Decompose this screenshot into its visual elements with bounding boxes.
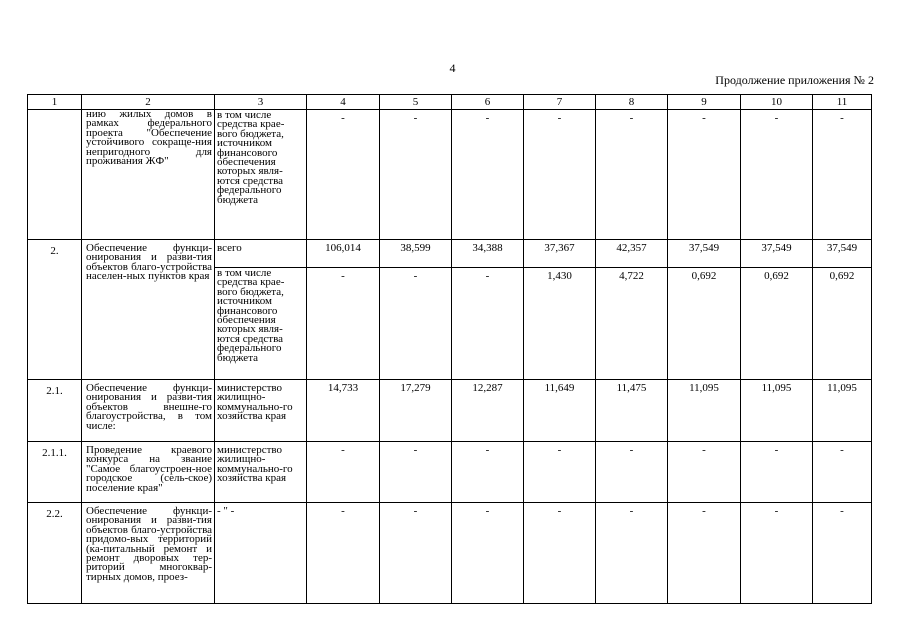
row-value: 11,095 bbox=[741, 380, 813, 442]
row-value: 14,733 bbox=[307, 380, 380, 442]
row-value: 0,692 bbox=[668, 268, 741, 380]
table-row bbox=[28, 503, 872, 604]
row-value: 37,549 bbox=[813, 240, 872, 268]
row-value: - bbox=[380, 110, 452, 240]
row-value: 37,367 bbox=[524, 240, 596, 268]
header-cell: 4 bbox=[307, 95, 380, 110]
table-row bbox=[28, 240, 872, 268]
row-value: - bbox=[524, 110, 596, 240]
row-name: Обеспечение функци-онирования и разви-тия объектов благо-устройства населен-ных пунктов края bbox=[82, 240, 215, 380]
header-cell: 1 bbox=[28, 95, 82, 110]
row-value: - bbox=[452, 503, 524, 604]
row-name: Проведение краевого конкурса на звание "Самое благоустроен-ное городское (сель-ское) поселение края" bbox=[82, 442, 215, 503]
row-value: - bbox=[380, 442, 452, 503]
header-cell: 6 bbox=[452, 95, 524, 110]
row-value: 0,692 bbox=[813, 268, 872, 380]
row-value: - bbox=[741, 503, 813, 604]
header-cell: 5 bbox=[380, 95, 452, 110]
row-value: - bbox=[668, 442, 741, 503]
row-value: - bbox=[596, 110, 668, 240]
row-value: 11,095 bbox=[813, 380, 872, 442]
row-value: - bbox=[596, 442, 668, 503]
table-row bbox=[28, 380, 872, 442]
row-source: министерство жилищно-коммунально-го хозяйства края bbox=[215, 380, 307, 442]
row-value: 38,599 bbox=[380, 240, 452, 268]
row-value: - bbox=[307, 442, 380, 503]
row-value: 11,475 bbox=[596, 380, 668, 442]
row-value: - bbox=[452, 442, 524, 503]
row-number: 2.1. bbox=[28, 380, 82, 442]
row-value: - bbox=[307, 268, 380, 380]
row-value: 37,549 bbox=[668, 240, 741, 268]
row-value: - bbox=[668, 110, 741, 240]
row-value: - bbox=[813, 503, 872, 604]
row-value: - bbox=[307, 110, 380, 240]
row-value: - bbox=[813, 110, 872, 240]
row-number: 2.2. bbox=[28, 503, 82, 604]
header-cell: 8 bbox=[596, 95, 668, 110]
row-value: - bbox=[813, 442, 872, 503]
continuation-label: Продолжение приложения № 2 bbox=[715, 73, 874, 87]
row-name: Обеспечение функци-онирования и разви-тия объектов внешне-го благоустройства, в том числе: bbox=[82, 380, 215, 442]
row-name: нию жилых домов в рамках федерального проекта "Обеспечение устойчивого сокраще-ния непригодного для проживания ЖФ" bbox=[82, 110, 215, 240]
row-value: 4,722 bbox=[596, 268, 668, 380]
row-value: - bbox=[452, 110, 524, 240]
row-source: всего bbox=[215, 240, 307, 268]
row-value: - bbox=[668, 503, 741, 604]
page-number: 4 bbox=[449, 61, 456, 75]
row-value: - bbox=[524, 503, 596, 604]
row-value: 17,279 bbox=[380, 380, 452, 442]
header-cell: 3 bbox=[215, 95, 307, 110]
header-cell: 11 bbox=[813, 95, 872, 110]
row-value: - bbox=[380, 268, 452, 380]
row-value: 0,692 bbox=[741, 268, 813, 380]
row-value: 1,430 bbox=[524, 268, 596, 380]
row-value: - bbox=[741, 442, 813, 503]
row-value: 34,388 bbox=[452, 240, 524, 268]
row-source: в том числе средства крае-вого бюджета, источником финансового обеспечения которых явля-ются средства федерального бюджета bbox=[215, 110, 307, 240]
row-value: 12,287 bbox=[452, 380, 524, 442]
row-value: - bbox=[524, 442, 596, 503]
header-cell: 10 bbox=[741, 95, 813, 110]
row-number: 2. bbox=[28, 240, 82, 380]
header-cell: 2 bbox=[82, 95, 215, 110]
row-value: 37,549 bbox=[741, 240, 813, 268]
row-value: 42,357 bbox=[596, 240, 668, 268]
row-value: - bbox=[452, 268, 524, 380]
row-number bbox=[28, 110, 82, 240]
table-row bbox=[28, 110, 872, 240]
row-value: 11,649 bbox=[524, 380, 596, 442]
row-value: 106,014 bbox=[307, 240, 380, 268]
row-name: Обеспечение функци-онирования и разви-тия объектов благо-устройства придомо-вых территорий (ка-питальный ремонт и ремонт дворовых тер-риторий многоквар-тирных домов, проез- bbox=[82, 503, 215, 604]
header-cell: 7 bbox=[524, 95, 596, 110]
table-row bbox=[28, 442, 872, 503]
header-cell: 9 bbox=[668, 95, 741, 110]
row-value: - bbox=[741, 110, 813, 240]
row-value: - bbox=[380, 503, 452, 604]
row-source: министерство жилищно-коммунально-го хозяйства края bbox=[215, 442, 307, 503]
row-value: 11,095 bbox=[668, 380, 741, 442]
row-value: - bbox=[307, 503, 380, 604]
row-source: в том числе средства крае-вого бюджета, источником финансового обеспечения которых явля-ются средства федерального бюджета bbox=[215, 268, 307, 380]
row-source: - " - bbox=[215, 503, 307, 604]
row-number: 2.1.1. bbox=[28, 442, 82, 503]
budget-table bbox=[27, 94, 872, 604]
row-value: - bbox=[596, 503, 668, 604]
